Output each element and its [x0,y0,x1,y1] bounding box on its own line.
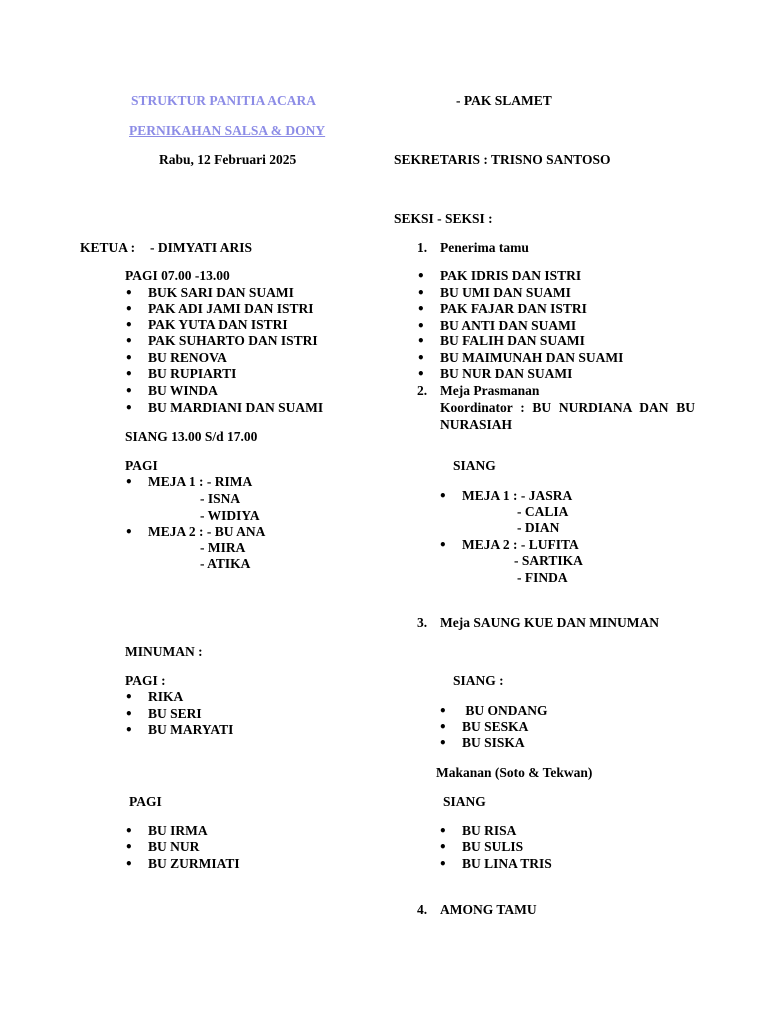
list-item: • BU NUR DAN SUAMI [440,366,572,382]
seksi-4-label: AMONG TAMU [440,902,537,917]
list-item: • BU LINA TRIS [462,856,552,872]
makanan-pagi-heading: PAGI [129,794,162,809]
koordinator: Koordinator : BU NURDIANA DAN BU NURASIAH [440,400,695,432]
list-item: • BU ANTI DAN SUAMI [440,318,576,334]
list-item: • BU RENOVA [148,350,227,366]
meja-2-label: • MEJA 2 : - BU ANA [148,524,265,540]
list-number: 1. [417,240,428,255]
seksi-1-label: Penerima tamu [440,240,529,255]
list-item: • PAK SUHARTO DAN ISTRI [148,333,318,349]
list-item: • BU FALIH DAN SUAMI [440,333,585,349]
ketua-label: KETUA : [80,240,136,255]
kue-siang-heading: SIANG : [453,673,504,688]
minuman-pagi-heading: PAGI : [125,673,166,688]
list-item: • PAK ADI JAMI DAN ISTRI [148,301,314,317]
seksi-heading: SEKSI - SEKSI : [394,211,493,226]
minuman-heading: MINUMAN : [125,644,203,659]
list-item: • BU RISA [462,823,516,839]
list-item: • BU MAIMUNAH DAN SUAMI [440,350,623,366]
list-item: • BU ONDANG [462,703,548,719]
seksi-2-label: Meja Prasmanan [440,383,540,398]
siang-heading: SIANG 13.00 S/d 17.00 [125,429,258,444]
meja-member: - ISNA [200,491,241,506]
list-item: • BU MARYATI [148,722,233,738]
list-item: • BU MARDIANI DAN SUAMI [148,400,323,416]
meja-member: - WIDIYA [200,508,260,523]
event-title-link[interactable]: PERNIKAHAN SALSA & DONY [129,123,326,138]
list-number: 2. [417,383,428,398]
list-item: • BU WINDA [148,383,218,399]
meja-member: - DIAN [517,520,560,535]
seksi-1-title [417,240,529,256]
makanan-title: Makanan (Soto & Tekwan) [436,765,593,780]
sekretaris: SEKRETARIS : TRISNO SANTOSO [394,152,611,167]
list-item: • PAK FAJAR DAN ISTRI [440,301,587,317]
list-item: • PAK IDRIS DAN ISTRI [440,268,581,284]
makanan-siang-heading: SIANG [443,794,486,809]
list-item: • BU SULIS [462,839,523,855]
list-item: • BU SESKA [462,719,528,735]
meja-member: - SARTIKA [514,553,583,568]
list-item: • BU UMI DAN SUAMI [440,285,571,301]
list-item: • BU ZURMIATI [148,856,240,872]
meja-2-label: • MEJA 2 : - LUFITA [462,537,579,553]
seksi-2-title [417,383,540,399]
list-item: • BUK SARI DAN SUAMI [148,285,294,301]
list-number: 3. [417,615,428,630]
event-date: Rabu, 12 Februari 2025 [159,152,297,167]
document-title: STRUKTUR PANITIA ACARA [131,93,317,108]
ketua-name: - DIMYATI ARIS [150,240,253,255]
seksi-3-label: Meja SAUNG KUE DAN MINUMAN [440,615,659,630]
meja-member: - CALIA [517,504,569,519]
meja-member: - ATIKA [200,556,251,571]
list-item: • BU RUPIARTI [148,366,236,382]
list-item: • BU SISKA [462,735,525,751]
list-item: • RIKA [148,689,183,705]
list-item: • BU IRMA [148,823,208,839]
prasmanan-pagi-heading: PAGI [125,458,158,473]
list-number: 4. [417,902,428,917]
seksi-3-title [417,615,659,631]
meja-member: - FINDA [517,570,568,585]
seksi-4-title [417,902,537,918]
meja-1-label: • MEJA 1 : - JASRA [462,488,572,504]
meja-1-label: • MEJA 1 : - RIMA [148,474,252,490]
list-item: • PAK YUTA DAN ISTRI [148,317,288,333]
prasmanan-siang-heading: SIANG [453,458,496,473]
list-item: • BU NUR [148,839,199,855]
pagi-heading: PAGI 07.00 -13.00 [125,268,230,283]
pak-slamet: - PAK SLAMET [456,93,552,108]
meja-member: - MIRA [200,540,246,555]
list-item: • BU SERI [148,706,202,722]
